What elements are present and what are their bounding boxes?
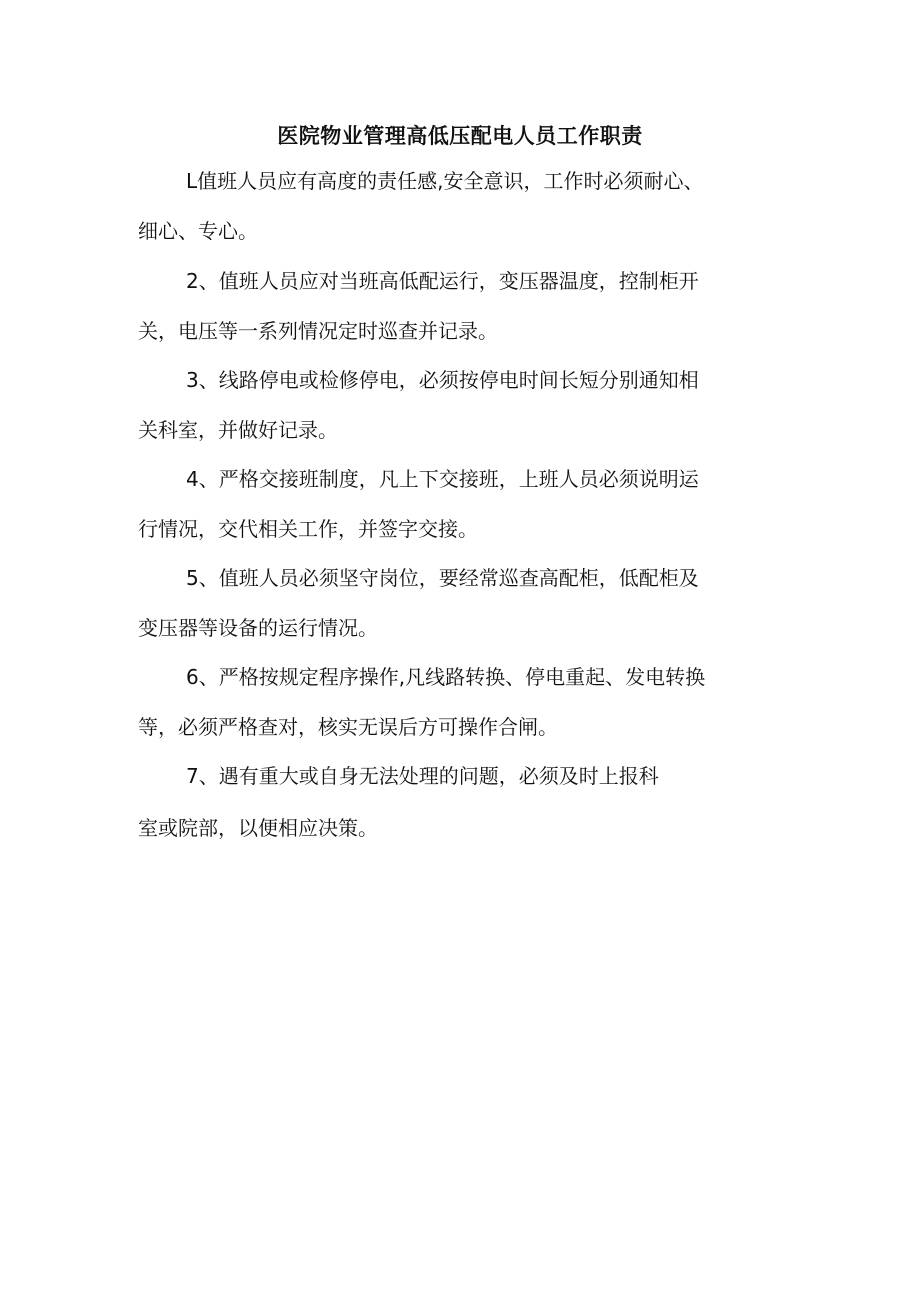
paragraph-1: [138, 156, 798, 256]
paragraph-line: 细心、专心。: [138, 219, 258, 243]
paragraph-line: 3、线路停电或检修停电，必须按停电时间长短分别通知相: [186, 368, 699, 392]
paragraph-line: 室或院部，以便相应决策。: [138, 816, 378, 840]
paragraph-7: [138, 751, 798, 853]
paragraph-6: [138, 652, 798, 752]
paragraph-line: 4、严格交接班制度，凡上下交接班，上班人员必须说明运: [186, 467, 699, 491]
paragraph-line: 变压器等设备的运行情况。: [138, 616, 378, 640]
paragraph-line: 7、遇有重大或自身无法处理的问题，必须及时上报科: [186, 764, 659, 788]
document-title: 医院物业管理高低压配电人员工作职责: [277, 124, 643, 148]
paragraph-line: 关，电压等一系列情况定时巡查并记录。: [138, 319, 498, 343]
paragraph-4: [138, 454, 798, 554]
paragraph-line: 行情况，交代相关工作，并签字交接。: [138, 517, 478, 541]
paragraph-2: [138, 256, 798, 356]
paragraph-line: 5、值班人员必须坚守岗位，要经常巡查高配柜，低配柜及: [186, 566, 699, 590]
paragraph-line: 2、值班人员应对当班高低配运行，变压器温度，控制柜开: [186, 269, 699, 293]
paragraph-line: 6、严格按规定程序操作,凡线路转换、停电重起、发电转换: [186, 665, 706, 689]
paragraph-line: 关科室，并做好记录。: [138, 418, 338, 442]
paragraph-5: [138, 553, 798, 653]
paragraph-3: [138, 355, 798, 455]
paragraph-line: 等，必须严格查对，核实无误后方可操作合闸。: [138, 715, 558, 739]
paragraph-line: L值班人员应有高度的责任感,安全意识，工作时必须耐心、: [186, 169, 704, 193]
